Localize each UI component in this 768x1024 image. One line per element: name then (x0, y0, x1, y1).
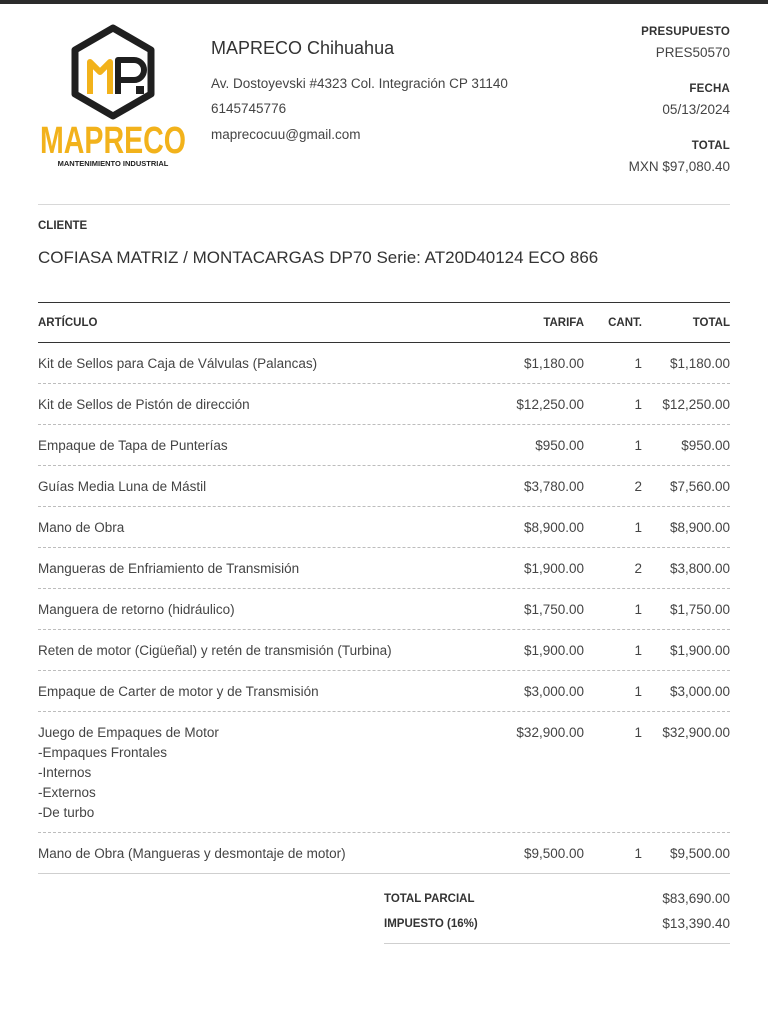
header-rate: TARIFA (543, 316, 584, 329)
header-item: ARTÍCULO (38, 316, 98, 329)
item-total: $12,250.00 (662, 397, 730, 412)
item-description: Manguera de retorno (hidráulico) (38, 602, 235, 617)
item-total: $32,900.00 (662, 725, 730, 740)
logo-subtext: MANTENIMIENTO INDUSTRIAL (57, 159, 169, 168)
tax-value: $13,390.40 (662, 916, 730, 931)
item-rate: $12,250.00 (516, 397, 584, 412)
item-description: Mano de Obra (38, 520, 125, 535)
tax-label: IMPUESTO (16%) (384, 917, 478, 930)
table-header (38, 302, 730, 343)
tax-row (384, 911, 730, 936)
item-total: $1,750.00 (669, 602, 730, 617)
company-address: Av. Dostoyevski #4323 Col. Integración CP 31140 (211, 76, 508, 91)
table-row (38, 384, 730, 425)
item-rate: $3,000.00 (523, 684, 584, 699)
header-divider (38, 204, 730, 205)
item-description: Kit de Sellos de Pistón de dirección (38, 397, 250, 412)
client-name: COFIASA MATRIZ / MONTACARGAS DP70 Serie: AT20D40124 ECO 866 (38, 248, 599, 267)
item-qty: 1 (634, 438, 642, 453)
logo-hexagon-icon (75, 28, 151, 116)
item-description: Empaque de Carter de motor y de Transmisión (38, 684, 319, 699)
item-description: Kit de Sellos para Caja de Válvulas (Palancas) (38, 356, 318, 371)
item-qty: 1 (634, 725, 642, 740)
item-total: $3,800.00 (669, 561, 730, 576)
item-description: Mano de Obra (Mangueras y desmontaje de motor) (38, 846, 346, 861)
item-rate: $3,780.00 (523, 479, 584, 494)
quote-meta (530, 24, 730, 177)
item-rate: $950.00 (535, 438, 584, 453)
item-qty: 1 (634, 684, 642, 699)
item-description: Reten de motor (Cigüeñal) y retén de transmisión (Turbina) (38, 643, 392, 658)
quote-number-label: PRESUPUESTO (641, 26, 730, 38)
item-rate: $1,900.00 (523, 561, 584, 576)
total-label: TOTAL (691, 140, 730, 152)
item-description: Mangueras de Enfriamiento de Transmisión (38, 561, 300, 576)
item-total: $7,560.00 (669, 479, 730, 494)
item-rate: $32,900.00 (516, 725, 584, 740)
item-rate: $1,750.00 (523, 602, 584, 617)
table-row (38, 425, 730, 466)
table-row (38, 343, 730, 384)
item-qty: 2 (634, 561, 642, 576)
subtotal-label: TOTAL PARCIAL (384, 892, 475, 905)
subtotal-row (384, 886, 730, 911)
quote-date: 05/13/2024 (662, 102, 730, 117)
item-total: $9,500.00 (669, 846, 730, 861)
item-description: Juego de Empaques de Motor -Empaques Frontales -Internos -Externos -De turbo (38, 725, 219, 820)
item-rate: $1,180.00 (523, 356, 584, 371)
header-qty: CANT. (608, 316, 642, 329)
quote-number: PRES50570 (655, 45, 730, 60)
table-row (38, 548, 730, 589)
item-qty: 1 (634, 520, 642, 535)
item-total: $3,000.00 (669, 684, 730, 699)
quote-total: MXN $97,080.40 (628, 159, 730, 174)
company-name: MAPRECO Chihuahua (211, 38, 395, 58)
summary-divider (384, 943, 730, 944)
item-qty: 1 (634, 643, 642, 658)
item-qty: 1 (634, 846, 642, 861)
company-email[interactable]: maprecocuu@gmail.com (211, 127, 361, 142)
items-table (38, 302, 730, 874)
table-row (38, 833, 730, 874)
client-label: CLIENTE (38, 220, 88, 232)
table-row (38, 507, 730, 548)
date-label: FECHA (689, 83, 730, 95)
item-total: $1,180.00 (669, 356, 730, 371)
item-total: $8,900.00 (669, 520, 730, 535)
table-row (38, 671, 730, 712)
totals-summary (384, 886, 730, 944)
subtotal-value: $83,690.00 (662, 891, 730, 906)
item-rate: $8,900.00 (523, 520, 584, 535)
table-row (38, 589, 730, 630)
item-qty: 1 (634, 397, 642, 412)
item-description: Guías Media Luna de Mástil (38, 479, 207, 494)
item-description: Empaque de Tapa de Punterías (38, 438, 228, 453)
item-total: $950.00 (681, 438, 730, 453)
top-bar (0, 0, 768, 4)
item-qty: 1 (634, 602, 642, 617)
item-rate: $1,900.00 (523, 643, 584, 658)
table-row (38, 466, 730, 507)
header-total: TOTAL (692, 316, 730, 329)
company-logo (38, 24, 188, 170)
item-qty: 1 (634, 356, 642, 371)
logo-wordmark: MAPRECO (40, 120, 186, 162)
item-qty: 2 (634, 479, 642, 494)
item-total: $1,900.00 (669, 643, 730, 658)
table-row (38, 630, 730, 671)
item-rate: $9,500.00 (523, 846, 584, 861)
company-info (211, 36, 511, 145)
table-row (38, 712, 730, 833)
company-phone[interactable]: 6145745776 (211, 101, 287, 116)
